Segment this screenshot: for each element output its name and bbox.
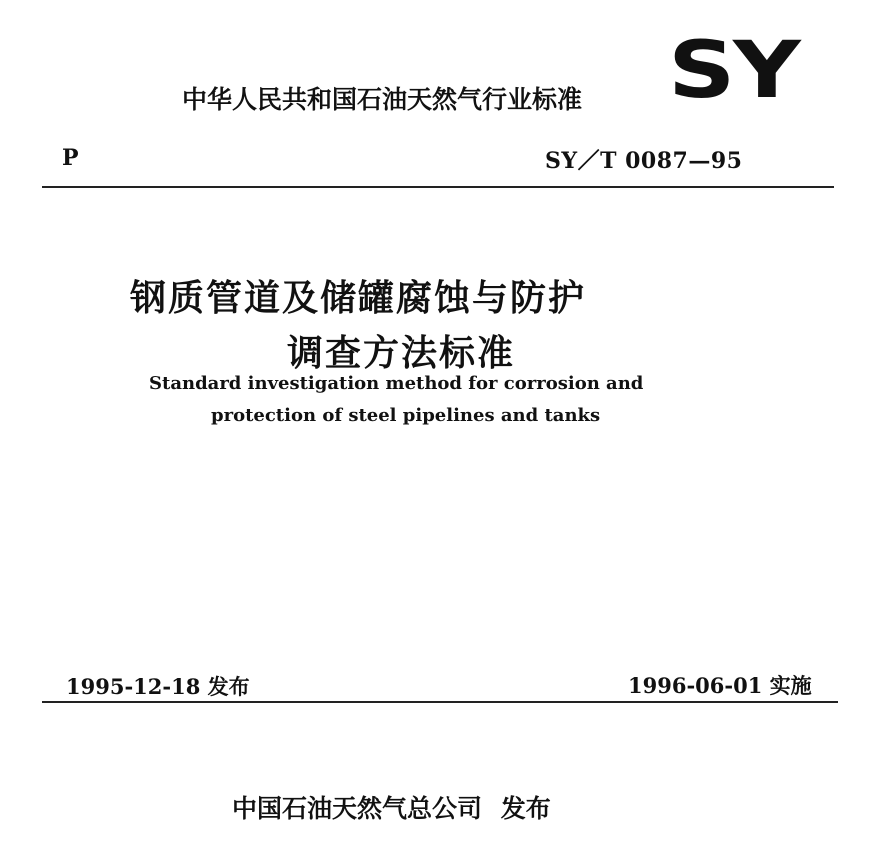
document-title-cn-line2: 调查方法标准	[287, 333, 516, 374]
classification-code: P	[62, 145, 79, 171]
document-title-cn-line1: 钢质管道及储罐腐蚀与防护	[130, 278, 587, 319]
implementation-date: 1996-06-01 实施	[628, 673, 812, 698]
top-divider	[42, 186, 834, 188]
document-title-en-line1: Standard investigation method for corrosion and	[149, 373, 644, 394]
industry-standard-title: 中华人民共和国石油天然气行业标准	[182, 85, 583, 114]
standard-number: SY／T 0087—95	[545, 148, 743, 174]
publisher: 中国石油天然气总公司 发布	[232, 794, 551, 823]
document-title-en-line2: protection of steel pipelines and tanks	[211, 405, 601, 426]
bottom-divider	[42, 701, 838, 703]
sy-logo: SY	[668, 26, 799, 116]
issue-date: 1995-12-18 发布	[66, 674, 250, 699]
